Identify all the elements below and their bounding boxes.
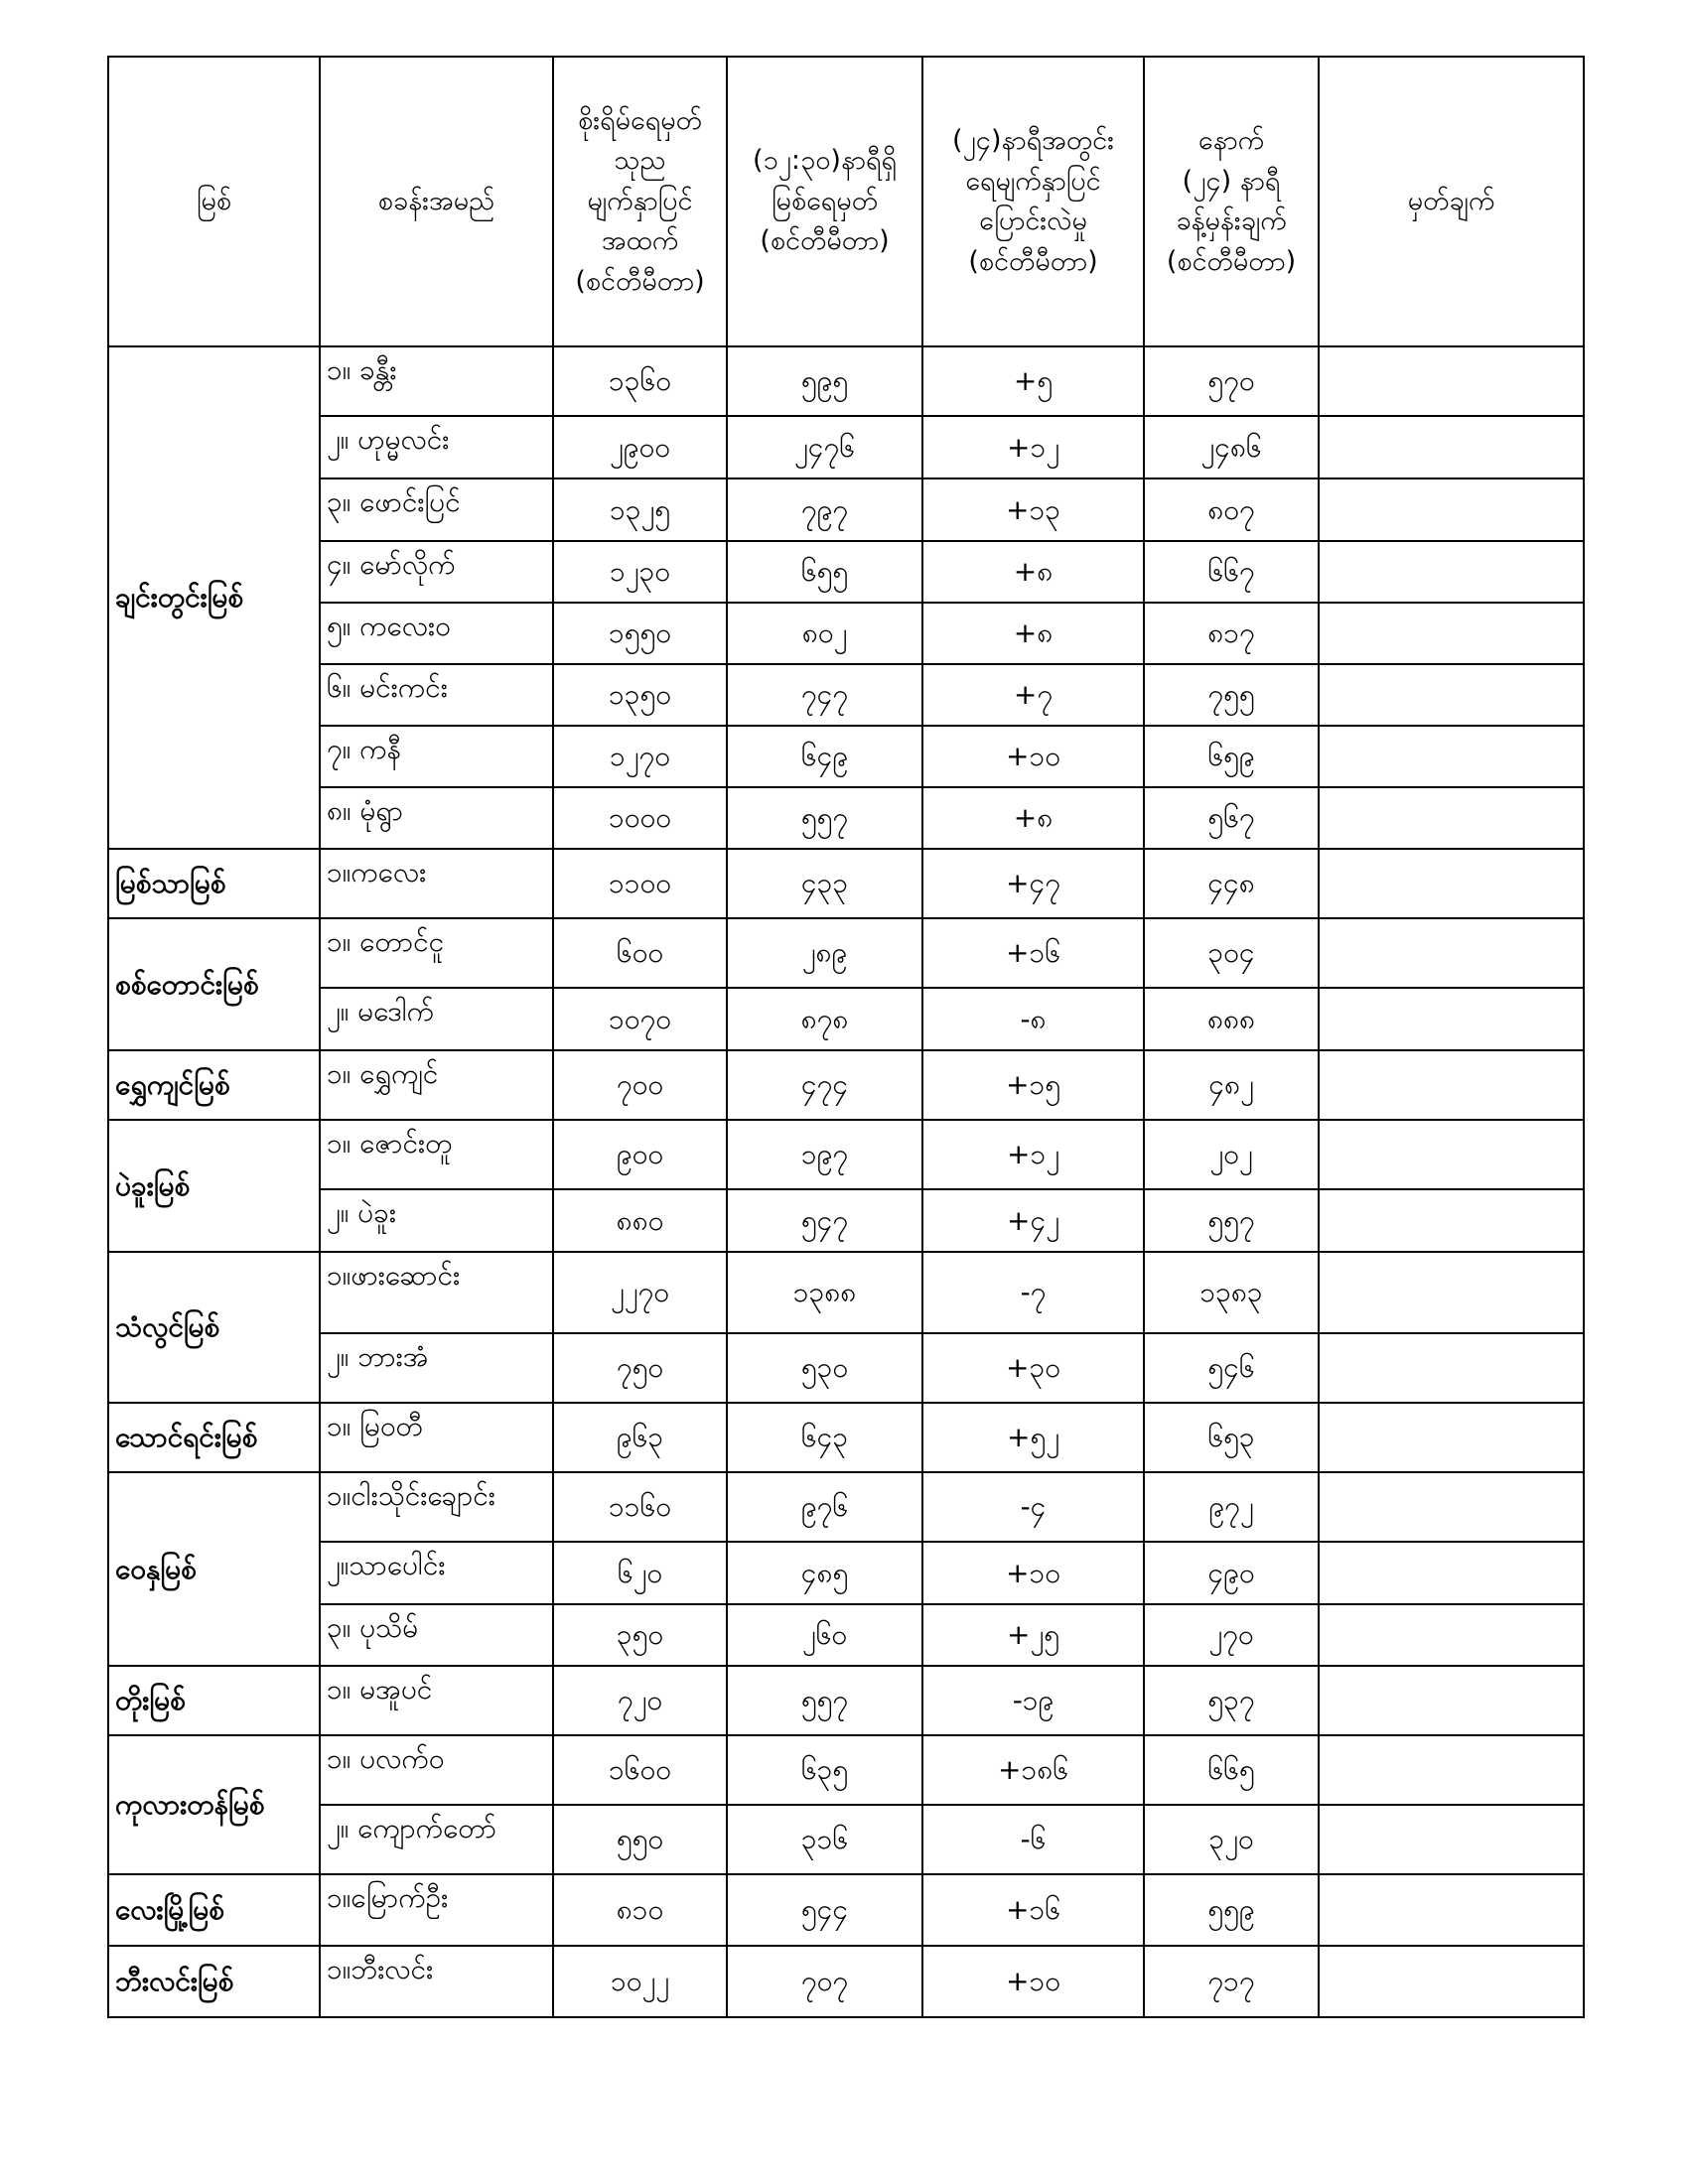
header-line: ရေမျက်နှာပြင် [965,165,1101,197]
danger-level-cell: ၁၀၀၀ [553,787,727,849]
station-name-cell: ၂။ ကျောက်တော် [320,1805,553,1874]
header-line: မြစ် [196,185,232,216]
current-level-cell: ၂၄၇၆ [727,416,922,478]
header-line: မှတ်ချက် [1407,185,1495,216]
change-cell: -၇ [922,1252,1144,1333]
table-row [108,478,1584,541]
current-level-cell: ၆၃၅ [727,1735,922,1805]
station-name-cell: ၃။ ပုသိမ် [320,1604,553,1666]
danger-level-cell: ၁၁၀၀ [553,849,727,918]
remarks-cell [1319,1666,1584,1735]
river-name-cell: လေးမြို့မြစ် [108,1874,320,1946]
forecast-cell: ၇၁၇ [1144,1946,1319,2017]
current-level-cell: ၅၅၇ [727,1666,922,1735]
current-level-cell: ၆၄၉ [727,726,922,787]
river-name-cell: သောင်ရင်းမြစ် [108,1403,320,1472]
river-name-cell: ဝေနှမြစ် [108,1472,320,1666]
change-cell: +၁၆ [922,918,1144,988]
header-line: ခန့်မှန်းချက် [1176,205,1287,236]
header-line: (၂၄)နာရီအတွင်း [951,125,1114,156]
forecast-cell: ၅၆၇ [1144,787,1319,849]
current-level-cell: ၅၄၇ [727,1189,922,1252]
danger-level-cell: ၇၂၀ [553,1666,727,1735]
change-cell: +၄၂ [922,1189,1144,1252]
station-name-cell: ၁။ကလေး [320,849,553,918]
table-row [108,346,1584,416]
forecast-cell: ၅၃၇ [1144,1666,1319,1735]
table-body [108,346,1584,2017]
danger-level-cell: ၁၂၇၀ [553,726,727,787]
forecast-cell: ၃၀၄ [1144,918,1319,988]
remarks-cell [1319,726,1584,787]
danger-level-cell: ၁၂၃၀ [553,541,727,603]
table-row [108,664,1584,726]
change-cell: +၈ [922,787,1144,849]
change-cell: +၁၀ [922,1542,1144,1604]
remarks-cell [1319,918,1584,988]
remarks-cell [1319,1333,1584,1403]
station-name-cell: ၁။ဘီးလင်း [320,1946,553,2017]
remarks-cell [1319,603,1584,664]
remarks-cell [1319,478,1584,541]
river-name-cell: ရွှေကျင်မြစ် [108,1050,320,1120]
current-level-cell: ၅၉၅ [727,346,922,416]
table-row [108,1805,1584,1874]
remarks-cell [1319,1805,1584,1874]
remarks-cell [1319,1604,1584,1666]
remarks-cell [1319,1874,1584,1946]
danger-level-cell: ၉၆၃ [553,1403,727,1472]
change-cell: +၅ [922,346,1144,416]
remarks-cell [1319,1050,1584,1120]
current-level-cell: ၁၃၈၈ [727,1252,922,1333]
header-line: သုည [614,145,666,177]
forecast-cell: ၅၇၀ [1144,346,1319,416]
danger-level-cell: ၇၀၀ [553,1050,727,1120]
river-name-cell: ကုလားတန်မြစ် [108,1735,320,1874]
danger-level-cell: ၁၀၇၀ [553,988,727,1050]
change-cell: +၁၀ [922,1946,1144,2017]
remarks-cell [1319,541,1584,603]
danger-level-cell: ၂၂၇၀ [553,1252,727,1333]
forecast-cell: ၂၇၀ [1144,1604,1319,1666]
header-line: မျက်နှာပြင် [587,185,693,216]
change-cell: +၄၇ [922,849,1144,918]
station-name-cell: ၅။ ကလေးဝ [320,603,553,664]
danger-level-cell: ၅၅၀ [553,1805,727,1874]
change-cell: +၁၆ [922,1874,1144,1946]
danger-level-cell: ၇၅၀ [553,1333,727,1403]
table-row [108,1604,1584,1666]
current-level-cell: ၂၈၉ [727,918,922,988]
station-name-cell: ၃။ ဖောင်းပြင် [320,478,553,541]
current-level-cell: ၅၄၄ [727,1874,922,1946]
remarks-cell [1319,1472,1584,1542]
danger-level-cell: ၆၂၀ [553,1542,727,1604]
forecast-cell: ၆၆၇ [1144,541,1319,603]
remarks-cell [1319,1542,1584,1604]
danger-level-cell: ၁၁၆၀ [553,1472,727,1542]
station-name-cell: ၂။ မဒေါက် [320,988,553,1050]
change-cell: +၂၅ [922,1604,1144,1666]
remarks-cell [1319,1403,1584,1472]
station-name-cell: ၄။ မော်လိုက် [320,541,553,603]
change-cell: +၃၀ [922,1333,1144,1403]
current-level-cell: ၇၀၇ [727,1946,922,2017]
river-name-cell: သံလွင်မြစ် [108,1252,320,1403]
forecast-cell: ၇၅၅ [1144,664,1319,726]
forecast-cell: ၂၄၈၆ [1144,416,1319,478]
river-name-cell: စစ်တောင်းမြစ် [108,918,320,1050]
current-level-cell: ၄၇၄ [727,1050,922,1120]
river-name-cell: ချင်းတွင်းမြစ် [108,346,320,849]
table-row [108,1542,1584,1604]
station-name-cell: ၁။ မအူပင် [320,1666,553,1735]
station-name-cell: ၁။ငါးသိုင်းချောင်း [320,1472,553,1542]
change-cell: -၄ [922,1472,1144,1542]
remarks-cell [1319,664,1584,726]
current-level-cell: ၃၁၆ [727,1805,922,1874]
header-line: ပြောင်းလဲမှု [979,205,1087,236]
station-name-cell: ၁။ ရွှေကျင် [320,1050,553,1120]
current-level-cell: ၈၀၂ [727,603,922,664]
danger-level-cell: ၃၅၀ [553,1604,727,1666]
current-level-cell: ၇၉၇ [727,478,922,541]
current-level-cell: ၆၅၅ [727,541,922,603]
header-station [320,57,553,346]
station-name-cell: ၂။ ဘားအံ [320,1333,553,1403]
remarks-cell [1319,1189,1584,1252]
river-level-table [107,56,1585,2018]
forecast-cell: ၆၆၅ [1144,1735,1319,1805]
header-line: မြစ်ရေမှတ် [771,185,879,216]
station-name-cell: ၁။ ဇောင်းတူ [320,1120,553,1189]
table-row [108,1333,1584,1403]
station-name-cell: ၁။ ခန္တီး [320,346,553,416]
table-row [108,726,1584,787]
danger-level-cell: ၆၀၀ [553,918,727,988]
remarks-cell [1319,1252,1584,1333]
table-row [108,1050,1584,1120]
header-line: စိုးရိမ်ရေမှတ် [578,104,702,136]
forecast-cell: ၆၅၉ [1144,726,1319,787]
station-name-cell: ၂။ ပဲခူး [320,1189,553,1252]
change-cell: +၇ [922,664,1144,726]
header-change [922,57,1144,346]
table-row [108,1874,1584,1946]
station-name-cell: ၁။ဖားဆောင်း [320,1252,553,1333]
remarks-cell [1319,346,1584,416]
forecast-cell: ၃၂၀ [1144,1805,1319,1874]
danger-level-cell: ၂၉၀၀ [553,416,727,478]
danger-level-cell: ၈၁၀ [553,1874,727,1946]
forecast-cell: ၉၇၂ [1144,1472,1319,1542]
change-cell: -၆ [922,1805,1144,1874]
remarks-cell [1319,1735,1584,1805]
header-line: (၁၂:၃၀)နာရီရှိ [752,145,898,177]
change-cell: +၈ [922,603,1144,664]
forecast-cell: ၂၀၂ [1144,1120,1319,1189]
table-row [108,787,1584,849]
table-row [108,1472,1584,1542]
current-level-cell: ၆၄၃ [727,1403,922,1472]
header-river [108,57,320,346]
forecast-cell: ၅၄၆ [1144,1333,1319,1403]
current-level-cell: ၅၅၇ [727,787,922,849]
station-name-cell: ၇။ ကနီ [320,726,553,787]
danger-level-cell: ၉၀၀ [553,1120,727,1189]
forecast-cell: ၈၈၈ [1144,988,1319,1050]
change-cell: +၁၀ [922,726,1144,787]
danger-level-cell: ၁၃၆၀ [553,346,727,416]
current-level-cell: ၉၇၆ [727,1472,922,1542]
header-line: (စင်တီမီတာ) [1166,245,1297,277]
change-cell: -၁၉ [922,1666,1144,1735]
header-line: စခန်းအမည် [377,185,495,216]
river-name-cell: တိုးမြစ် [108,1666,320,1735]
remarks-cell [1319,1120,1584,1189]
danger-level-cell: ၁၃၅၀ [553,664,727,726]
current-level-cell: ၄၈၅ [727,1542,922,1604]
current-level-cell: ၄၃၃ [727,849,922,918]
header-current-level [727,57,922,346]
table-row [108,416,1584,478]
forecast-cell: ၅၅၇ [1144,1189,1319,1252]
current-level-cell: ၂၆၀ [727,1604,922,1666]
header-line: (စင်တီမီတာ) [968,245,1098,277]
current-level-cell: ၁၉၇ [727,1120,922,1189]
table-row [108,1666,1584,1735]
remarks-cell [1319,849,1584,918]
river-name-cell: ဘီးလင်းမြစ် [108,1946,320,2017]
table-row [108,1252,1584,1333]
forecast-cell: ၆၅၃ [1144,1403,1319,1472]
header-line: (စင်တီမီတာ) [575,265,705,297]
header-line: အထက် [601,225,679,257]
table-row [108,1189,1584,1252]
header-remarks [1319,57,1584,346]
danger-level-cell: ၈၈၀ [553,1189,727,1252]
table-row [108,603,1584,664]
river-name-cell: ပဲခူးမြစ် [108,1120,320,1252]
station-name-cell: ၆။ မင်းကင်း [320,664,553,726]
station-name-cell: ၈။ မုံရွာ [320,787,553,849]
remarks-cell [1319,416,1584,478]
danger-level-cell: ၁၃၂၅ [553,478,727,541]
remarks-cell [1319,787,1584,849]
remarks-cell [1319,988,1584,1050]
table-header-row [108,57,1584,346]
danger-level-cell: ၁၅၅၀ [553,603,727,664]
change-cell: +၁၃ [922,478,1144,541]
danger-level-cell: ၁၀၂၂ [553,1946,727,2017]
change-cell: +၁၈၆ [922,1735,1144,1805]
change-cell: +၁၂ [922,1120,1144,1189]
station-name-cell: ၂။သာပေါင်း [320,1542,553,1604]
forecast-cell: ၄၈၂ [1144,1050,1319,1120]
table-row [108,988,1584,1050]
current-level-cell: ၅၃၀ [727,1333,922,1403]
forecast-cell: ၁၃၈၃ [1144,1252,1319,1333]
table-row [108,1120,1584,1189]
change-cell: -၈ [922,988,1144,1050]
change-cell: +၈ [922,541,1144,603]
station-name-cell: ၂။ ဟုမ္မလင်း [320,416,553,478]
header-line: နောက် [1197,125,1265,156]
station-name-cell: ၁။ တောင်ငူ [320,918,553,988]
forecast-cell: ၄၄၈ [1144,849,1319,918]
station-name-cell: ၁။မြောက်ဦး [320,1874,553,1946]
remarks-cell [1319,1946,1584,2017]
forecast-cell: ၈၁၇ [1144,603,1319,664]
station-name-cell: ၁။ ပလက်ဝ [320,1735,553,1805]
change-cell: +၁၂ [922,416,1144,478]
table-row [108,1946,1584,2017]
river-name-cell: မြစ်သာမြစ် [108,849,320,918]
forecast-cell: ၅၅၉ [1144,1874,1319,1946]
table-row [108,541,1584,603]
forecast-cell: ၄၉၀ [1144,1542,1319,1604]
forecast-cell: ၈၀၇ [1144,478,1319,541]
header-line: (စင်တီမီတာ) [760,225,890,257]
header-forecast [1144,57,1319,346]
current-level-cell: ၇၄၇ [727,664,922,726]
current-level-cell: ၈၇၈ [727,988,922,1050]
danger-level-cell: ၁၆၀၀ [553,1735,727,1805]
table-row [108,849,1584,918]
header-line: (၂၄) နာရီ [1182,165,1281,197]
table-row [108,918,1584,988]
header-danger-level [553,57,727,346]
station-name-cell: ၁။ မြဝတီ [320,1403,553,1472]
change-cell: +၅၂ [922,1403,1144,1472]
change-cell: +၁၅ [922,1050,1144,1120]
table-row [108,1403,1584,1472]
table-row [108,1735,1584,1805]
